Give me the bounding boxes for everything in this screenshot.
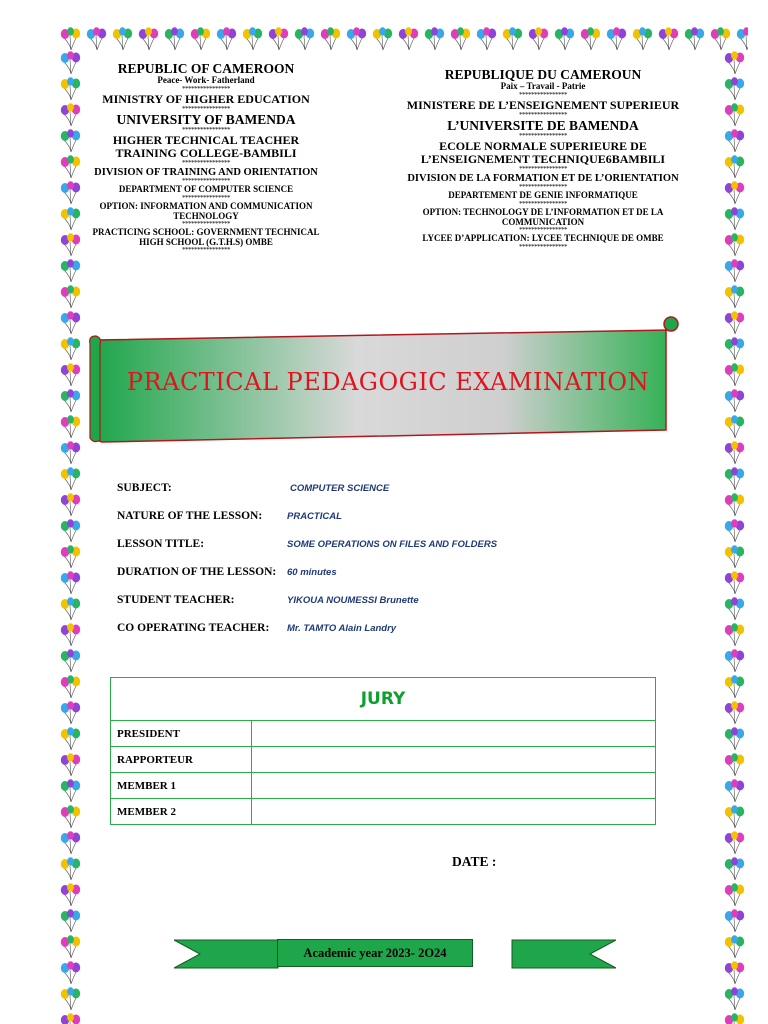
balloon-icon xyxy=(58,440,84,466)
division-name: DIVISION OF TRAINING AND ORIENTATION xyxy=(94,166,318,178)
departement-fr: DEPARTEMENT DE GENIE INFORMATIQUE xyxy=(448,190,638,201)
info-label: CO OPERATING TEACHER: xyxy=(117,622,270,634)
info-label: STUDENT TEACHER: xyxy=(117,594,235,606)
balloon-icon xyxy=(58,206,84,232)
balloon-icon xyxy=(58,960,84,986)
balloon-icon xyxy=(318,26,344,52)
balloon-icon xyxy=(734,26,748,52)
university-name: UNIVERSITY OF BAMENDA xyxy=(116,111,296,127)
balloon-icon xyxy=(58,908,84,934)
separator: **************** xyxy=(519,242,567,251)
balloon-icon xyxy=(722,206,748,232)
info-row-cooperating-teacher xyxy=(117,622,537,650)
balloon-icon xyxy=(722,596,748,622)
info-row-duration xyxy=(117,566,537,594)
jury-role-label: MEMBER 1 xyxy=(111,773,252,799)
balloon-icon xyxy=(722,622,748,648)
balloon-icon xyxy=(722,726,748,752)
jury-table xyxy=(110,677,656,825)
table-row xyxy=(111,773,656,799)
devise-nationale: Paix – Travail - Patrie xyxy=(500,81,586,92)
ecole-name-line2: L’ENSEIGNEMENT TECHNIQUE6BAMBILI xyxy=(420,152,666,166)
balloon-icon xyxy=(722,752,748,778)
balloon-icon xyxy=(656,26,682,52)
balloon-icon xyxy=(708,26,734,52)
balloon-icon xyxy=(58,284,84,310)
separator: **************** xyxy=(182,104,230,113)
separator: **************** xyxy=(519,132,567,141)
balloon-icon xyxy=(58,518,84,544)
ecole-name-line1: ECOLE NORMALE SUPERIEURE DE xyxy=(439,139,647,154)
balloon-icon xyxy=(722,648,748,674)
national-motto: Peace- Work- Fatherland xyxy=(157,75,255,86)
balloon-icon xyxy=(722,830,748,856)
separator: **************** xyxy=(519,182,567,191)
info-label: NATURE OF THE LESSON: xyxy=(117,510,263,522)
option-line2: TECHNOLOGY xyxy=(173,210,239,221)
balloon-icon xyxy=(58,804,84,830)
banner-left-roll xyxy=(90,336,101,442)
separator: **************** xyxy=(182,84,230,93)
option-line1: OPTION: INFORMATION AND COMMUNICATION xyxy=(99,201,313,212)
balloon-icon xyxy=(58,882,84,908)
balloon-icon xyxy=(552,26,578,52)
info-label: DURATION OF THE LESSON: xyxy=(117,566,277,578)
info-label: LESSON TITLE: xyxy=(117,538,205,550)
balloon-icon xyxy=(58,388,84,414)
balloon-icon xyxy=(722,232,748,258)
balloon-icon xyxy=(58,414,84,440)
universite-name: L’UNIVERSITE DE BAMENDA xyxy=(447,117,639,133)
republic-title: REPUBLIC OF CAMEROON xyxy=(117,61,295,76)
balloon-icon xyxy=(240,26,266,52)
balloon-icon xyxy=(722,934,748,960)
balloon-icon xyxy=(722,310,748,336)
balloon-icon xyxy=(722,1012,748,1024)
balloon-icon xyxy=(58,1012,84,1024)
balloon-icon xyxy=(578,26,604,52)
division-fr: DIVISION DE LA FORMATION ET DE L’ORIENTATION xyxy=(407,172,679,184)
balloon-icon xyxy=(136,26,162,52)
jury-role-label: MEMBER 2 xyxy=(111,799,252,825)
separator: **************** xyxy=(182,193,230,202)
republique-title: REPUBLIQUE DU CAMEROUN xyxy=(444,67,642,82)
banner-right-curl xyxy=(664,317,678,331)
balloon-icon xyxy=(722,492,748,518)
jury-role-label: PRESIDENT xyxy=(111,721,252,747)
ministry-name: MINISTRY OF HIGHER EDUCATION xyxy=(102,91,310,106)
table-row xyxy=(111,721,656,747)
lesson-info xyxy=(117,482,537,650)
header-english xyxy=(86,62,326,255)
balloon-icon xyxy=(58,622,84,648)
info-value: COMPUTER SCIENCE xyxy=(290,483,390,494)
balloon-icon xyxy=(370,26,396,52)
balloon-icon xyxy=(722,50,748,76)
balloon-icon xyxy=(722,336,748,362)
balloon-icon xyxy=(58,76,84,102)
banner-title: PRACTICAL PEDAGOGIC EXAMINATION xyxy=(126,368,650,396)
separator: **************** xyxy=(519,110,567,119)
balloon-icon xyxy=(722,674,748,700)
balloon-icon xyxy=(448,26,474,52)
balloon-icon xyxy=(722,778,748,804)
info-value: Mr. TAMTO Alain Landry xyxy=(287,623,397,634)
balloon-icon xyxy=(396,26,422,52)
balloon-icon xyxy=(58,336,84,362)
balloon-icon xyxy=(58,726,84,752)
table-row xyxy=(111,799,656,825)
balloon-border-left xyxy=(58,50,84,1024)
jury-name-cell xyxy=(252,773,656,799)
balloon-icon xyxy=(58,50,84,76)
balloon-icon xyxy=(58,180,84,206)
balloon-icon xyxy=(722,700,748,726)
balloon-border-top xyxy=(58,26,748,54)
balloon-icon xyxy=(722,986,748,1012)
jury-name-cell xyxy=(252,799,656,825)
practicing-school-line1: PRACTICING SCHOOL: GOVERNMENT TECHNICAL xyxy=(92,227,320,238)
balloon-icon xyxy=(722,440,748,466)
balloon-icon xyxy=(722,518,748,544)
balloon-icon xyxy=(722,102,748,128)
balloon-icon xyxy=(58,752,84,778)
balloon-icon xyxy=(722,154,748,180)
balloon-icon xyxy=(58,26,84,52)
separator: **************** xyxy=(182,158,230,167)
practicing-school-line2: HIGH SCHOOL (G.T.H.S) OMBE xyxy=(139,236,273,247)
balloon-border-right xyxy=(722,50,748,1024)
balloon-icon xyxy=(722,180,748,206)
balloon-icon xyxy=(604,26,630,52)
college-name-line2: TRAINING COLLEGE-BAMBILI xyxy=(115,146,297,160)
jury-role-label: RAPPORTEUR xyxy=(111,747,252,773)
balloon-icon xyxy=(630,26,656,52)
info-value: 60 minutes xyxy=(287,567,337,578)
separator: **************** xyxy=(182,219,230,228)
balloon-icon xyxy=(682,26,708,52)
info-row-student-teacher xyxy=(117,594,537,622)
balloon-icon xyxy=(214,26,240,52)
info-value: SOME OPERATIONS ON FILES AND FOLDERS xyxy=(287,539,498,550)
balloon-icon xyxy=(58,778,84,804)
balloon-icon xyxy=(422,26,448,52)
balloon-icon xyxy=(58,232,84,258)
balloon-icon xyxy=(722,362,748,388)
date-label: DATE : xyxy=(452,854,497,869)
balloon-icon xyxy=(722,414,748,440)
balloon-icon xyxy=(722,388,748,414)
option-fr-line2: COMMUNICATION xyxy=(501,216,585,227)
jury-name-cell xyxy=(252,721,656,747)
academic-year-label: Academic year 2023- 2O24 xyxy=(277,939,473,967)
jury-title: JURY xyxy=(360,689,406,709)
info-value: PRACTICAL xyxy=(287,511,342,522)
balloon-icon xyxy=(162,26,188,52)
option-fr-line1: OPTION: TECHNOLOGY DE L’INFORMATION ET DE LA xyxy=(422,207,664,218)
info-row-nature xyxy=(117,510,537,538)
balloon-icon xyxy=(58,102,84,128)
balloon-icon xyxy=(722,466,748,492)
separator: **************** xyxy=(519,225,567,234)
balloon-icon xyxy=(58,596,84,622)
balloon-icon xyxy=(500,26,526,52)
balloon-icon xyxy=(722,76,748,102)
balloon-icon xyxy=(722,804,748,830)
separator: **************** xyxy=(519,199,567,208)
balloon-icon xyxy=(58,544,84,570)
ribbon-left-tail xyxy=(174,940,278,968)
separator: **************** xyxy=(182,246,230,255)
balloon-icon xyxy=(344,26,370,52)
balloon-icon xyxy=(722,882,748,908)
balloon-icon xyxy=(722,856,748,882)
info-value: YIKOUA NOUMESSI Brunette xyxy=(287,595,419,606)
balloon-icon xyxy=(266,26,292,52)
balloon-icon xyxy=(722,258,748,284)
separator: **************** xyxy=(182,126,230,135)
balloon-icon xyxy=(58,154,84,180)
balloon-icon xyxy=(58,258,84,284)
balloon-icon xyxy=(722,128,748,154)
department-name: DEPARTMENT OF COMPUTER SCIENCE xyxy=(118,184,294,195)
header-french xyxy=(398,68,688,251)
college-name-line1: HIGHER TECHNICAL TEACHER xyxy=(112,133,300,148)
separator: **************** xyxy=(519,164,567,173)
table-row xyxy=(111,747,656,773)
balloon-icon xyxy=(188,26,214,52)
balloon-icon xyxy=(722,908,748,934)
info-label: SUBJECT: xyxy=(117,482,172,494)
balloon-icon xyxy=(722,284,748,310)
balloon-icon xyxy=(58,128,84,154)
lycee-application: LYCEE D’APPLICATION: LYCEE TECHNIQUE DE OMBE xyxy=(422,233,664,244)
balloon-icon xyxy=(474,26,500,52)
balloon-icon xyxy=(292,26,318,52)
balloon-icon xyxy=(58,362,84,388)
balloon-icon xyxy=(58,466,84,492)
balloon-icon xyxy=(58,648,84,674)
balloon-icon xyxy=(58,310,84,336)
jury-header-cell xyxy=(111,678,656,721)
info-row-subject xyxy=(117,482,537,510)
ribbon-right-tail xyxy=(512,940,616,968)
balloon-icon xyxy=(722,960,748,986)
balloon-icon xyxy=(526,26,552,52)
balloon-icon xyxy=(58,492,84,518)
balloon-icon xyxy=(58,674,84,700)
ministere-name: MINISTERE DE L’ENSEIGNEMENT SUPERIEUR xyxy=(406,97,680,112)
balloon-icon xyxy=(58,986,84,1012)
balloon-icon xyxy=(58,570,84,596)
info-row-title xyxy=(117,538,537,566)
balloon-icon xyxy=(58,830,84,856)
balloon-icon xyxy=(722,570,748,596)
separator: **************** xyxy=(182,176,230,185)
balloon-icon xyxy=(722,544,748,570)
separator: **************** xyxy=(519,90,567,99)
balloon-icon xyxy=(58,856,84,882)
balloon-icon xyxy=(58,934,84,960)
balloon-icon xyxy=(84,26,110,52)
balloon-icon xyxy=(110,26,136,52)
jury-name-cell xyxy=(252,747,656,773)
balloon-icon xyxy=(58,700,84,726)
